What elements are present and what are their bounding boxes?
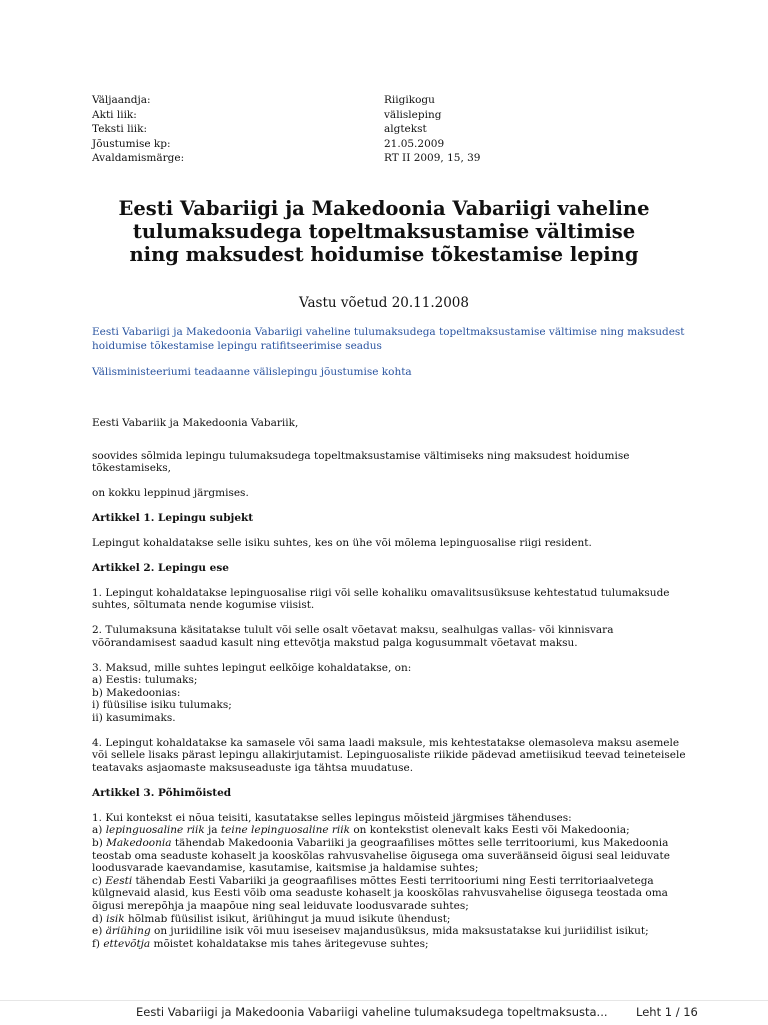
article-3-definitions	[92, 812, 692, 951]
text-line: tõkestamiseks,	[92, 462, 171, 475]
definition-b	[92, 837, 692, 850]
text-line: 3. Maksud, mille suhtes lepingut eelkõige kohaldatakse, on:	[92, 661, 412, 674]
definition-text: ja	[204, 824, 221, 837]
ratification-act-link[interactable]	[92, 325, 692, 353]
preamble-agreed	[92, 487, 692, 500]
metadata-row	[92, 151, 692, 166]
page-indicator: Leht 1 / 16	[636, 1005, 698, 1019]
article-1-heading: Artikkel 1. Lepingu subjekt	[92, 511, 254, 524]
definition-e	[92, 925, 692, 938]
defined-term: Eesti	[105, 874, 133, 887]
text-line: võõrandamisest saadud kasult ning ettevõtja makstud palga kogusummalt võetavat maksu.	[92, 636, 578, 649]
article-2-heading: Artikkel 2. Lepingu ese	[92, 561, 229, 574]
metadata-value: välisleping	[384, 108, 442, 121]
footer-document-title: Eesti Vabariigi ja Makedoonia Vabariigi vaheline tulumaksudega topeltmaksusta...	[136, 1005, 608, 1019]
defined-term: ettevõtja	[103, 937, 151, 950]
defined-term: lepinguosaline riik	[105, 824, 205, 837]
definition-text: tähendab Eesti Vabariiki ja geograafilises mõttes Eesti territooriumi ning Eesti territoriaalvetega	[132, 874, 654, 887]
text-line: suhtes, sõltumata nende kogumise viisist.	[92, 599, 315, 612]
preamble-wishing	[92, 450, 692, 475]
definition-text: hõlmab füüsilist isikut, äriühingut ja muud isikute ühendust;	[124, 912, 451, 925]
article-2-paragraph	[92, 624, 692, 649]
metadata-value: 21.05.2009	[384, 137, 445, 150]
definition-f	[92, 938, 692, 951]
article-3-heading: Artikkel 3. Põhimõisted	[92, 786, 232, 799]
definition-prefix: a)	[92, 824, 106, 837]
text-line: 1. Kui kontekst ei nõua teisiti, kasutatakse selles lepingus mõisteid järgmises tähenduses:	[92, 811, 572, 824]
adoption-date: Vastu võetud 20.11.2008	[299, 295, 469, 311]
text-line: Lepingut kohaldatakse selle isiku suhtes, kes on ühe või mõlema lepinguosalise riigi resident.	[92, 536, 592, 549]
ministry-notice-link[interactable]	[92, 365, 692, 379]
metadata-key: Avaldamismärge:	[92, 152, 185, 165]
preamble-parties	[92, 417, 692, 430]
article-1-text	[92, 537, 692, 550]
definition-prefix: d)	[92, 912, 107, 925]
link-line: hoidumise tõkestamise lepingu ratifitseerimise seadus	[92, 340, 382, 352]
metadata-key: Teksti liik:	[92, 123, 148, 136]
text-line: 2. Tulumaksuna käsitatakse tulult või selle osalt võetavat maksu, sealhulgas vallas- või kinnisvara	[92, 624, 614, 637]
definition-text: mõistet kohaldatakse mis tahes äritegevuse suhtes;	[150, 937, 429, 950]
title-line: tulumaksudega topeltmaksustamise vältimise	[132, 219, 636, 243]
definition-prefix: b)	[92, 837, 107, 850]
definition-prefix: c)	[92, 874, 106, 887]
article-2-paragraph	[92, 737, 692, 775]
defined-term: isik	[106, 912, 125, 925]
text-line: 1. Lepingut kohaldatakse lepinguosalise riigi või selle kohaliku omavalitsusüksuse kehtestatud tulumaksude	[92, 586, 670, 599]
definition-c	[92, 875, 692, 888]
text-line: i) füüsilise isiku tulumaks;	[92, 699, 232, 712]
document-body	[92, 417, 692, 963]
metadata-value: RT II 2009, 15, 39	[384, 152, 481, 165]
definition-prefix: e)	[92, 925, 106, 938]
link-line: Eesti Vabariigi ja Makedoonia Vabariigi vaheline tulumaksudega topeltmaksustamise vältimise ning maksudest	[92, 326, 685, 338]
metadata-key: Väljaandja:	[92, 94, 151, 106]
title-line: ning maksudest hoidumise tõkestamise leping	[129, 242, 639, 266]
viewer-footer	[0, 1000, 768, 1025]
definition-text: on juriidiline isik või muu iseseisev majandusüksus, mida maksustatakse kui juriidilist isikut;	[150, 925, 649, 938]
text-line: 4. Lepingut kohaldatakse ka samasele või sama laadi maksule, mis kehtestatakse olemasoleva maksu asemele	[92, 736, 680, 749]
definition-a	[92, 824, 692, 837]
metadata-block	[92, 93, 692, 166]
text-line: a) Eestis: tulumaks;	[92, 674, 198, 687]
metadata-row	[92, 93, 692, 108]
article-2-paragraph	[92, 662, 692, 725]
definition-prefix: f)	[92, 937, 104, 950]
metadata-key: Jõustumise kp:	[92, 137, 171, 150]
defined-term: äriühing	[105, 925, 151, 938]
defined-term: teine lepinguosaline riik	[220, 824, 351, 837]
metadata-value: algtekst	[384, 123, 427, 136]
metadata-value: Riigikogu	[384, 94, 435, 106]
text-line: on kokku leppinud järgmises.	[92, 487, 249, 500]
article-2-paragraph	[92, 587, 692, 612]
metadata-row	[92, 122, 692, 137]
text-line: loodusvarade kaevandamise, kasutamise, kaitsmise ja haldamise suhtes;	[92, 862, 479, 875]
metadata-row	[92, 137, 692, 152]
document-title	[60, 198, 708, 266]
title-line: Eesti Vabariigi ja Makedoonia Vabariigi vaheline	[118, 197, 650, 220]
text-line: b) Makedoonias:	[92, 686, 181, 699]
definition-d	[92, 913, 692, 926]
text-line: Eesti Vabariik ja Makedoonia Vabariik,	[92, 417, 299, 429]
text-line: või sellele lisaks pärast lepingu allakirjutamist. Lepinguosaliste riikide pädevad ametiisikud teevad teineteisele	[92, 749, 686, 762]
defined-term: Makedoonia	[106, 837, 172, 850]
text-line: soovides sõlmida lepingu tulumaksudega topeltmaksustamise vältimiseks ning maksudest hoidumise	[92, 449, 630, 462]
text-line: õigusi merepõhja ja maapõue ning seal leiduvate loodusvarade suhtes;	[92, 900, 469, 912]
metadata-key: Akti liik:	[92, 108, 137, 121]
definition-text: on kontekstist olenevalt kaks Eesti või Makedoonia;	[350, 824, 630, 837]
text-line: külgnevaid alasid, kus Eesti võib oma seaduste kohaselt ja kooskõlas rahvusvahelise õigusega teostada oma	[92, 887, 668, 900]
text-line: teatavaks asjaomaste maksuseaduste iga tähtsa muudatuse.	[92, 762, 414, 775]
metadata-row	[92, 108, 692, 123]
definition-text: tähendab Makedoonia Vabariiki ja geograafilises mõttes selle territooriumi, kus Makedoonia	[171, 837, 669, 850]
text-line: teostab oma seaduste kohaselt ja kooskõlas rahvusvahelise õigusega oma suveräänseid õigusi seal leiduvate	[92, 849, 670, 862]
link-line: Välisministeeriumi teadaanne välislepingu jõustumise kohta	[92, 366, 412, 378]
text-line: ii) kasumimaks.	[92, 711, 176, 724]
